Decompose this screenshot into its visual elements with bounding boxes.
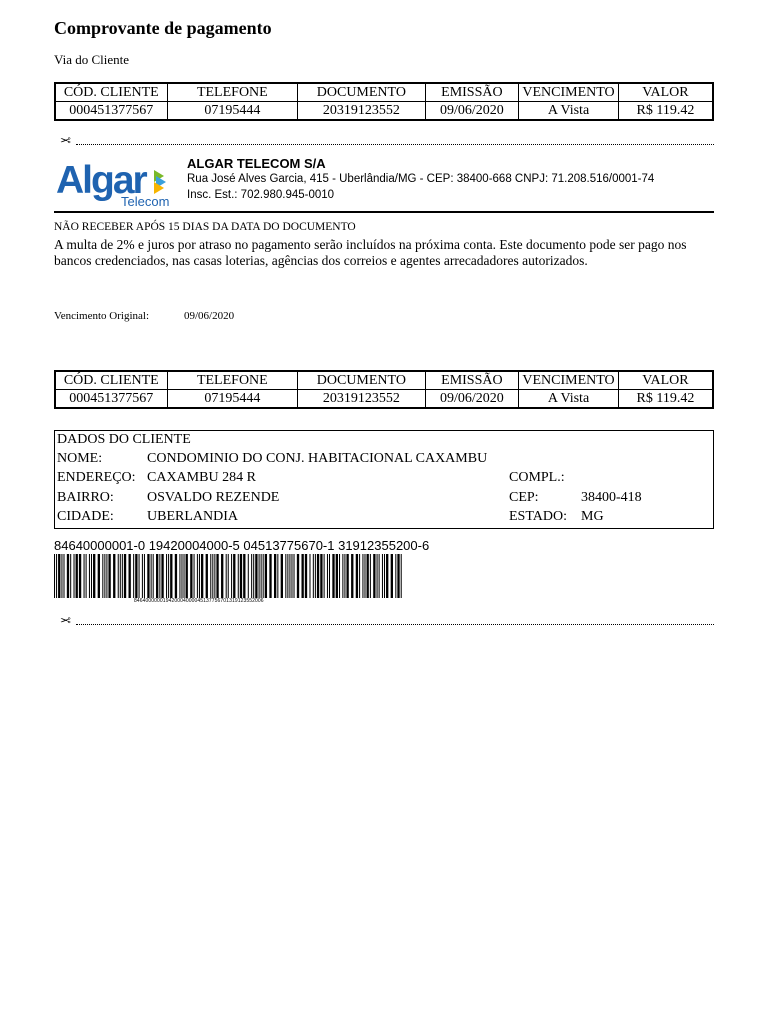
barcode-bar [233, 554, 235, 598]
barcode-bar [139, 554, 140, 598]
header-telefone: TELEFONE [167, 83, 298, 102]
barcode-bar [142, 554, 143, 598]
barcode-bar [56, 554, 57, 598]
cell-documento: 20319123552 [298, 390, 425, 409]
barcode-bar [63, 554, 64, 598]
client-state-label: ESTADO: [509, 509, 567, 524]
cell-valor: R$ 119.42 [618, 390, 713, 409]
barcode-bar [320, 554, 322, 598]
cell-vencimento: A Vista [519, 390, 619, 409]
barcode-small-text: 846400000019420004000045137756701319123552006 [134, 598, 264, 604]
header-valor: VALOR [618, 371, 713, 390]
client-section-title: DADOS DO CLIENTE [57, 432, 191, 447]
barcode-bar [289, 554, 290, 598]
barcode-bar [327, 554, 328, 598]
scissors-icon: ✂ [60, 614, 71, 629]
client-district-label: BAIRRO: [57, 490, 114, 505]
barcode-bar [377, 554, 378, 598]
barcode-bar [156, 554, 158, 598]
client-cep: 38400-418 [581, 490, 642, 505]
barcode-bar [122, 554, 123, 598]
client-city-label: CIDADE: [57, 509, 114, 524]
barcode-bar [74, 554, 75, 598]
barcode-bar [281, 554, 283, 598]
header-valor: VALOR [618, 83, 713, 102]
barcode-bar [373, 554, 375, 598]
header-telefone: TELEFONE [167, 371, 298, 390]
header-cod-cliente: CÓD. CLIENTE [55, 83, 167, 102]
barcode-bar [129, 554, 131, 598]
cell-vencimento: A Vista [519, 102, 619, 121]
scissors-icon: ✂ [60, 134, 71, 149]
barcode-bar [364, 554, 365, 598]
summary-table [54, 82, 714, 121]
barcode-bar [251, 554, 252, 598]
barcode-bar [151, 554, 152, 598]
client-address-label: ENDEREÇO: [57, 470, 136, 485]
notice-title: NÃO RECEBER APÓS 15 DIAS DA DATA DO DOCUMENTO [54, 221, 356, 233]
barcode-bar [159, 554, 160, 598]
barcode-bar [147, 554, 149, 598]
cell-emissao: 09/06/2020 [425, 102, 519, 121]
barcode-bar [168, 554, 169, 598]
barcode-bar [344, 554, 345, 598]
barcode-bar [265, 554, 267, 598]
dotted-divider [76, 144, 714, 145]
company-name: ALGAR TELECOM S/A [187, 156, 326, 171]
cell-cod-cliente: 000451377567 [55, 102, 167, 121]
barcode-bar [124, 554, 126, 598]
page-title: Comprovante de pagamento [54, 18, 272, 38]
barcode-bar [79, 554, 81, 598]
header-documento: DOCUMENTO [298, 371, 425, 390]
barcode-bar [212, 554, 213, 598]
barcode-bar [305, 554, 307, 598]
table-header-row [55, 83, 713, 102]
barcode-bar [313, 554, 314, 598]
summary-table-2 [54, 370, 714, 409]
cut-line [54, 136, 714, 150]
algar-telecom-logo [56, 156, 184, 208]
barcode-bar [259, 554, 260, 598]
barcode-bar [67, 554, 69, 598]
barcode-bar [181, 554, 182, 598]
cell-telefone: 07195444 [167, 102, 298, 121]
barcode-bar [359, 554, 360, 598]
barcode-bar [287, 554, 288, 598]
barcode-bar [253, 554, 254, 598]
barcode-bar [108, 554, 110, 598]
barcode-bar [301, 554, 303, 598]
barcode-bar [255, 554, 257, 598]
barcode-bar [243, 554, 245, 598]
barcode-bar [199, 554, 200, 598]
barcode-bar [240, 554, 242, 598]
barcode-bar [104, 554, 105, 598]
cell-documento: 20319123552 [298, 102, 425, 121]
barcode-bar [58, 554, 60, 598]
barcode-bar [91, 554, 92, 598]
barcode-bar [231, 554, 232, 598]
barcode-bar [120, 554, 121, 598]
barcode-bar [166, 554, 167, 598]
logo-subtext: Telecom [121, 194, 170, 208]
header-vencimento: VENCIMENTO [519, 83, 619, 102]
barcode-bar [144, 554, 145, 598]
barcode-bar [346, 554, 348, 598]
barcode-bar [118, 554, 119, 598]
barcode-bar [76, 554, 78, 598]
barcode-bar [324, 554, 325, 598]
barcode-bar [332, 554, 334, 598]
barcode-bar [315, 554, 316, 598]
barcode-bar [194, 554, 195, 598]
barcode-bar [190, 554, 192, 598]
barcode-bar [170, 554, 172, 598]
client-district: OSVALDO REZENDE [147, 490, 280, 505]
notice-body: A multa de 2% e juros por atraso no pagamento serão incluídos na próxima conta. Este documento pode ser pago nos bancos credenciados, nas casas loterias, agências dos correios e agentes arrecadadores autorizados. [54, 237, 687, 268]
barcode-bar [291, 554, 292, 598]
cell-valor: R$ 119.42 [618, 102, 713, 121]
cut-line-bottom [54, 616, 714, 630]
barcode-bar [370, 554, 371, 598]
barcode-bar [362, 554, 363, 598]
barcode-bar [216, 554, 218, 598]
barcode-bar [228, 554, 229, 598]
barcode-bar [206, 554, 208, 598]
barcode-bar [395, 554, 396, 598]
barcode-bar [285, 554, 286, 598]
barcode-bar [175, 554, 177, 598]
client-state: MG [581, 509, 604, 524]
barcode-bar [135, 554, 137, 598]
barcode-image [54, 554, 402, 598]
barcode-bar [84, 554, 85, 598]
barcode-bar [184, 554, 185, 598]
cell-emissao: 09/06/2020 [425, 390, 519, 409]
client-name-label: NOME: [57, 451, 103, 466]
barcode-bar [238, 554, 239, 598]
barcode-bar [294, 554, 295, 598]
barcode-bar [384, 554, 385, 598]
barcode-bar [367, 554, 369, 598]
barcode-bar [342, 554, 343, 598]
header-divider [54, 211, 714, 213]
barcode-bar [226, 554, 227, 598]
barcode-bar [274, 554, 276, 598]
barcode-bar [89, 554, 90, 598]
barcode-bar [210, 554, 211, 598]
barcode-bar [386, 554, 388, 598]
client-data-box [54, 430, 714, 529]
header-emissao: EMISSÃO [425, 83, 519, 102]
company-state-registration: Insc. Est.: 702.980.945-0010 [187, 189, 335, 201]
client-cep-label: CEP: [509, 490, 539, 505]
original-due-label: Vencimento Original: [54, 310, 150, 322]
barcode-bar [329, 554, 330, 598]
barcode-bar [133, 554, 134, 598]
barcode-bar [70, 554, 71, 598]
cell-telefone: 07195444 [167, 390, 298, 409]
header-documento: DOCUMENTO [298, 83, 425, 102]
barcode-bar [86, 554, 87, 598]
client-address: CAXAMBU 284 R [147, 470, 256, 485]
header-cod-cliente: CÓD. CLIENTE [55, 371, 167, 390]
barcode-bar [61, 554, 62, 598]
barcode-bar [153, 554, 154, 598]
barcode-bar [113, 554, 115, 598]
barcode-bar [106, 554, 107, 598]
header-vencimento: VENCIMENTO [519, 371, 619, 390]
original-due-value: 09/06/2020 [184, 310, 235, 322]
barcode-bar [401, 554, 402, 598]
barcode-bar [201, 554, 203, 598]
barcode-bar [397, 554, 399, 598]
barcode-bar [297, 554, 299, 598]
client-name: CONDOMINIO DO CONJ. HABITACIONAL CAXAMBU [147, 451, 488, 466]
barcode-bar [339, 554, 340, 598]
barcode-bar [214, 554, 215, 598]
barcode-bar [161, 554, 163, 598]
table-row [55, 102, 713, 121]
barcode-bar [54, 554, 55, 598]
dotted-divider [76, 624, 714, 625]
client-city: UBERLANDIA [147, 509, 238, 524]
barcode-bar [382, 554, 383, 598]
header-emissao: EMISSÃO [425, 371, 519, 390]
cell-cod-cliente: 000451377567 [55, 390, 167, 409]
barcode-bar [336, 554, 338, 598]
table-header-row [55, 371, 713, 390]
barcode-bar [317, 554, 319, 598]
barcode-bar [261, 554, 262, 598]
barcode-bar [197, 554, 198, 598]
barcode-bar [379, 554, 380, 598]
page-subtitle: Via do Cliente [54, 52, 130, 67]
barcode-bar [277, 554, 278, 598]
logo-wordmark: Algar [56, 159, 146, 202]
barcode-bar [351, 554, 353, 598]
barcode-bar [102, 554, 103, 598]
client-compl-label: COMPL.: [509, 470, 565, 485]
table-row [55, 390, 713, 409]
barcode-bar [186, 554, 188, 598]
barcode-digits: 84640000001-0 19420004000-5 04513775670-1 31912355200-6 [54, 538, 430, 553]
barcode-bar [93, 554, 95, 598]
barcode-bar [98, 554, 100, 598]
barcode-bar [356, 554, 358, 598]
barcode-bar [391, 554, 393, 598]
barcode-bar [179, 554, 180, 598]
barcode-bar [221, 554, 223, 598]
company-address: Rua José Alves Garcia, 415 - Uberlândia/MG - CEP: 38400-668 CNPJ: 71.208.516/0001-74 [187, 173, 655, 185]
barcode-bar [309, 554, 310, 598]
barcode-bar [269, 554, 271, 598]
barcode-bar [248, 554, 249, 598]
barcode-bar [263, 554, 264, 598]
